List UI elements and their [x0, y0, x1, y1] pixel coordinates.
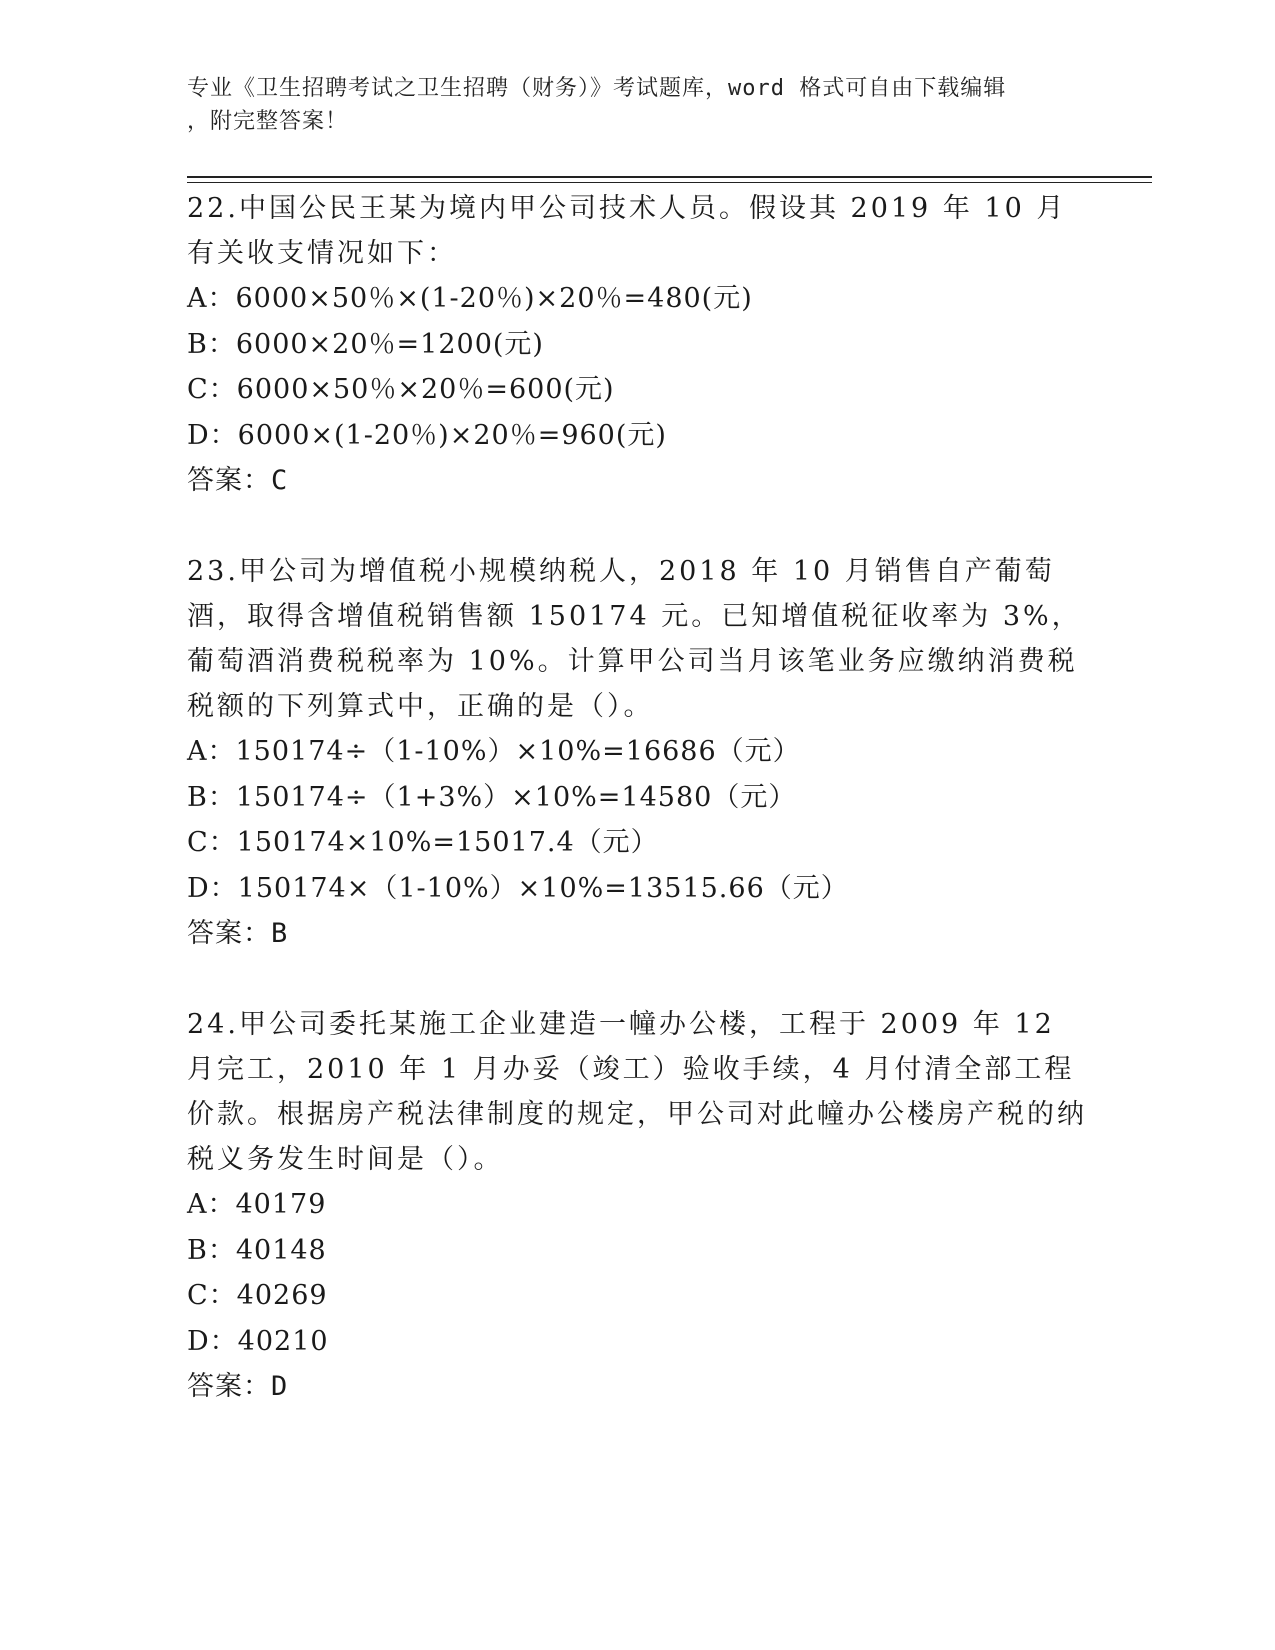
header-line-1: 专业《卫生招聘考试之卫生招聘（财务）》考试题库，word 格式可自由下载编辑	[187, 76, 1007, 101]
question-23	[187, 549, 1087, 956]
option-b	[187, 322, 1087, 368]
option-label: B：	[187, 1234, 236, 1266]
option-text: 40210	[237, 1325, 329, 1357]
question-22	[187, 186, 1087, 503]
document-header	[187, 72, 1067, 138]
answer-label: 答案：	[187, 918, 271, 949]
option-a	[187, 729, 1087, 775]
answer-line	[187, 911, 1087, 956]
option-d	[187, 1319, 1087, 1365]
question-stem: 23.甲公司为增值税小规模纳税人，2018 年 10 月销售自产葡萄酒，取得含增值税销售额 150174 元。已知增值税征收率为 3%，葡萄酒消费税税率为 10%。计算甲公司当月该笔业务应缴纳消费税税额的下列算式中，正确的是（）。	[187, 556, 1082, 722]
option-c	[187, 820, 1087, 866]
option-text: 150174÷（1+3%）×10%=14580（元）	[235, 781, 797, 813]
answer-label: 答案：	[187, 1371, 271, 1402]
option-label: A：	[187, 736, 236, 767]
option-text: 6000×50％×20％=600(元)	[236, 374, 615, 405]
option-label: A：	[187, 283, 236, 314]
option-label: D：	[187, 872, 238, 904]
question-stem: 24.甲公司委托某施工企业建造一幢办公楼，工程于 2009 年 12 月完工，2010 年 1 月办妥（竣工）验收手续，4 月付清全部工程价款。根据房产税法律制度的规定，甲公司对此幢办公楼房产税的纳税义务发生时间是（）。	[187, 1009, 1087, 1175]
option-b	[187, 775, 1087, 821]
option-label: A：	[187, 1189, 236, 1220]
question-stem: 22.中国公民王某为境内甲公司技术人员。假设其 2019 年 10 月有关收支情况如下：	[187, 193, 1067, 269]
option-text: 40179	[235, 1189, 327, 1220]
option-text: 6000×20％=1200(元)	[235, 328, 544, 360]
answer-line	[187, 458, 1087, 503]
answer-value: C	[271, 465, 289, 496]
option-text: 150174×（1-10%）×10%=13515.66（元）	[237, 872, 849, 904]
question-list	[187, 186, 1087, 1455]
option-label: C：	[187, 374, 237, 405]
answer-label: 答案：	[187, 465, 271, 496]
option-text: 150174÷（1-10%）×10%=16686（元）	[235, 736, 801, 767]
option-text: 40269	[236, 1280, 328, 1311]
option-text: 6000×50％×(1-20％)×20％=480(元)	[235, 283, 753, 314]
answer-value: B	[271, 918, 289, 949]
option-label: B：	[187, 781, 236, 813]
option-c	[187, 367, 1087, 413]
option-label: B：	[187, 328, 236, 360]
answer-line	[187, 1364, 1087, 1409]
option-label: D：	[187, 419, 238, 451]
option-label: C：	[187, 827, 237, 858]
option-b	[187, 1228, 1087, 1274]
option-text: 150174×10%=15017.4（元）	[236, 827, 659, 858]
option-a	[187, 1182, 1087, 1228]
option-d	[187, 866, 1087, 912]
option-text: 40148	[235, 1234, 327, 1266]
header-divider-thin	[187, 182, 1152, 183]
option-label: C：	[187, 1280, 237, 1311]
option-text: 6000×(1-20％)×20％=960(元)	[237, 419, 667, 451]
answer-value: D	[271, 1371, 289, 1402]
option-label: D：	[187, 1325, 238, 1357]
option-d	[187, 413, 1087, 459]
question-24	[187, 1002, 1087, 1409]
option-c	[187, 1273, 1087, 1319]
option-a	[187, 276, 1087, 322]
header-divider-thick	[187, 176, 1152, 178]
header-line-2: ，附完整答案！	[187, 109, 349, 134]
